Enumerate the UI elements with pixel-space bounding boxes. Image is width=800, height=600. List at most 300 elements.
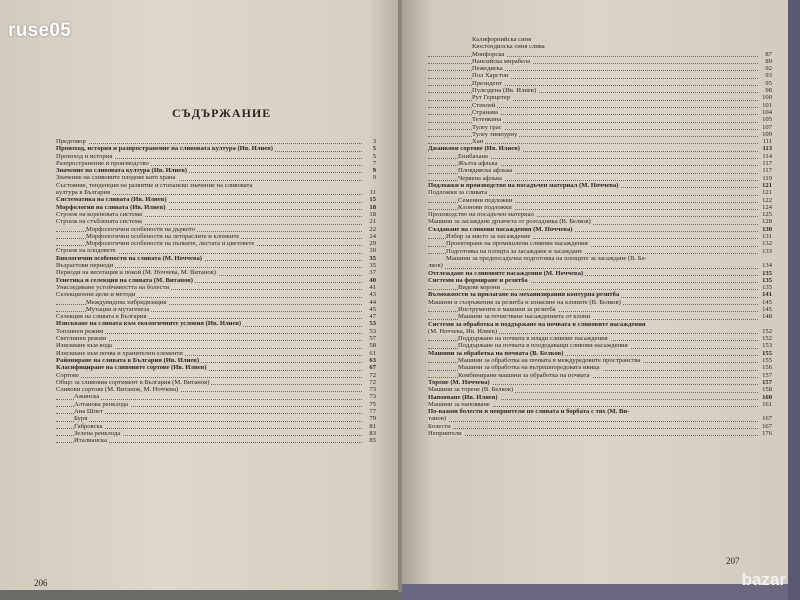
toc-entry-title: Произход, история и разпространение на сливовата култура (Ив. Илиев) [56, 145, 273, 153]
toc-entry-page: 77 [369, 407, 376, 415]
toc-entry [428, 415, 772, 422]
toc-entry-page: 72 [369, 371, 376, 379]
toc-entry-page: 111 [762, 138, 772, 146]
toc-entry [428, 204, 772, 211]
toc-entry-title: Сортове [56, 371, 79, 379]
toc-entry-page: 9 [372, 174, 376, 182]
toc-entry-page: 5 [372, 145, 376, 153]
toc-entry-title: Пловдивска афлька [458, 167, 513, 175]
toc-entry-page: 73 [369, 386, 376, 394]
toc-entry-title: Морфология на сливата (Ив. Илиев) [56, 203, 166, 211]
toc-entry-page: 119 [762, 174, 772, 182]
toc-entry-page: 44 [369, 298, 376, 306]
toc-leader-dots [428, 268, 758, 269]
toc-entry [428, 357, 772, 364]
toc-entry-title: Зелена ренклода [74, 429, 121, 437]
toc-entry-title: Произход и история [56, 152, 113, 160]
toc-entry [428, 80, 772, 87]
toc-entry-title: Рут Герщетер [472, 94, 511, 102]
toc-entry [56, 430, 376, 437]
toc-entry [56, 160, 376, 167]
toc-entry-page: 15 [369, 196, 376, 204]
toc-entry-page: 122 [762, 196, 772, 204]
toc-entry [428, 65, 772, 72]
toc-entry [428, 342, 772, 349]
toc-entry-page: 145 [762, 305, 772, 313]
toc-leader-dots [56, 421, 362, 422]
toc-entry [56, 364, 376, 371]
toc-entry-page: 109 [762, 130, 772, 138]
toc-entry [56, 269, 376, 276]
toc-entry [56, 247, 376, 254]
toc-entry-page: 125 [762, 211, 772, 219]
toc-entry-title: Производство на посадъчен материал [428, 211, 534, 219]
toc-entry-title: Семенни подложки [458, 196, 513, 204]
toc-entry-page: 93 [765, 72, 772, 80]
toc-entry-page: 87 [765, 50, 772, 58]
toc-entry [428, 328, 772, 335]
toc-entry-page: 18 [369, 203, 376, 211]
toc-entry [428, 182, 772, 189]
toc-entry-title: Разпространение и производство [56, 159, 149, 167]
toc-entry [428, 372, 772, 379]
toc-entry [428, 116, 772, 123]
toc-entry-title: Италианска [74, 437, 107, 445]
toc-entry-title: Генетика и селекция на сливата (М. Витанов) [56, 276, 193, 284]
toc-entry [428, 226, 772, 233]
toc-entry-page: 95 [765, 79, 772, 87]
toc-entry-title: Калифорнийска синя [472, 36, 532, 43]
toc-entry-title: Машини и съоръжения за резитба и изнасяне на клоните (В. Белков) [428, 298, 621, 306]
toc-entry-page: 53 [369, 320, 376, 328]
toc-entry-title: танов) [428, 415, 447, 423]
book-cover-edge [788, 0, 800, 600]
toc-entry-title: Отглеждане на сливовите насаждения (М. Ноччева) [428, 269, 584, 277]
toc-entry-title: Предговор [56, 138, 86, 145]
toc-entry [428, 43, 772, 50]
toc-entry-title: Подготовка на площта за засаждане и засаждане [446, 247, 583, 255]
toc-entry [56, 393, 376, 400]
toc-entry [56, 342, 376, 349]
toc-list-left [56, 138, 376, 444]
toc-entry-page: 89 [765, 57, 772, 65]
toc-entry-page: 141 [762, 291, 772, 299]
toc-entry [56, 415, 376, 422]
toc-entry [56, 174, 376, 181]
toc-entry-page: 117 [762, 160, 772, 168]
toc-entry-page: 161 [762, 400, 772, 408]
toc-entry-page: 79 [369, 415, 376, 423]
toc-entry-page: 29 [369, 240, 376, 248]
toc-entry-title: Машини за обработка на почвата (В. Белков) [428, 349, 564, 357]
toc-entry-title: Габровска [74, 422, 103, 430]
toc-entry-title: Машини за обработка на вътрешноредовата ивица [458, 364, 600, 372]
toc-entry-page: 37 [369, 269, 376, 277]
toc-entry [428, 175, 772, 182]
toc-entry [428, 160, 772, 167]
toc-entry-title: Райониране на сливата в България (Ив. Илиев) [56, 356, 200, 364]
toc-entry-page: 22 [369, 225, 376, 233]
toc-entry-page: 61 [369, 349, 376, 357]
toc-entry-title: Селекционни цели и методи [56, 291, 136, 299]
toc-entry [428, 299, 772, 306]
toc-entry-title: Морфологични особености на летораслите и клонките [86, 232, 240, 240]
toc-entry-title: Буря [74, 415, 88, 423]
toc-entry-title: Видове корони [458, 284, 501, 292]
toc-entry [428, 335, 772, 342]
toc-entry-page: 3 [372, 138, 376, 145]
toc-entry [428, 240, 772, 247]
toc-entry-title: По-важни болести и неприятели по сливата и борбата с тях (М. Ви- [428, 408, 630, 416]
toc-entry [56, 262, 376, 269]
toc-entry-title: Възрастови периоди [56, 262, 114, 270]
toc-entry [428, 211, 772, 218]
toc-entry [56, 233, 376, 240]
toc-entry-title: Изискване на сливата към екологичните условия (Ив. Илиев) [56, 320, 242, 328]
toc-entry [56, 255, 376, 262]
toc-entry [428, 87, 772, 94]
left-page-number: 206 [34, 578, 48, 588]
toc-entry-page: 41 [369, 283, 376, 291]
toc-entry [428, 72, 772, 79]
toc-entry-page: 85 [369, 437, 376, 445]
toc-entry-page: 30 [369, 247, 376, 255]
toc-entry-title: Проектиране на промишлени сливови насаждения [446, 240, 588, 248]
toc-entry-page: 100 [762, 94, 772, 102]
toc-entry-title: (М. Ноччева, Ив. Илиев) [428, 327, 498, 335]
toc-entry [56, 167, 376, 174]
toc-entry-title: Класифициране на сливовите сортове (Ив. Илиев) [56, 364, 207, 372]
toc-entry [56, 196, 376, 203]
toc-entry [428, 284, 772, 291]
toc-entry [428, 233, 772, 240]
toc-entry-page: 121 [762, 189, 772, 197]
toc-entry-title: Напояване (Ив. Илиев) [428, 393, 498, 401]
book-cover-bottom [402, 584, 788, 600]
bazar-logo: bazar [741, 570, 786, 589]
toc-leader-dots [428, 421, 758, 422]
toc-entry-title: Изискване към вода [56, 342, 112, 350]
toc-entry-page: 133 [762, 247, 772, 255]
toc-entry-title: Сливови сортове (М. Витанов, М. Ноччева) [56, 386, 179, 394]
toc-entry-title: Топлинен режим [56, 327, 104, 335]
toc-entry [428, 51, 772, 58]
toc-entry-title: Мутации и мутагенеза [86, 305, 150, 313]
toc-entry-page: 18 [369, 210, 376, 218]
toc-entry-page: 53 [369, 327, 376, 335]
toc-entry [428, 138, 772, 145]
toc-entry-page: 157 [762, 371, 772, 379]
toc-entry [56, 437, 376, 444]
toc-entry-title: Странава [472, 108, 498, 116]
toc-entry [428, 313, 772, 320]
toc-entry-page: 83 [369, 429, 376, 437]
toc-entry-page: 67 [369, 364, 376, 372]
toc-entry [56, 153, 376, 160]
toc-entry-page: 145 [762, 298, 772, 306]
toc-list-right [428, 36, 772, 437]
toc-entry [56, 299, 376, 306]
toc-entry-title: Избор за място за насаждение [446, 233, 531, 241]
toc-entry-page: 63 [369, 356, 376, 364]
toc-entry-title: Червена афлька [458, 174, 502, 182]
toc-entry-title: Машини за напояване [428, 400, 490, 408]
toc-entry [428, 124, 772, 131]
toc-entry-page: 114 [762, 152, 772, 160]
toc-entry [428, 430, 772, 437]
toc-entry-title: Светлинен режим [56, 335, 107, 343]
toc-entry-page: 153 [762, 342, 772, 350]
toc-entry [428, 36, 772, 43]
toc-entry-title: Стенлей [472, 101, 496, 109]
toc-entry-title: Междувидова хибридизация [86, 298, 167, 306]
toc-entry-page: 134 [762, 262, 772, 270]
toc-entry-title: Джанкови сортове (Ив. Илиев) [428, 145, 520, 153]
toc-entry-title: Изискване към почва и хранителни елементи [56, 349, 183, 357]
toc-entry-title: Монфорска [472, 50, 505, 58]
toc-entry-page: 9 [372, 167, 376, 175]
toc-entry-title: лков) [428, 262, 443, 270]
toc-entry [428, 386, 772, 393]
toc-entry-title: Селекция на сливата в България [56, 313, 147, 321]
toc-entry-page: 5 [372, 152, 376, 160]
toc-entry [428, 423, 772, 430]
toc-entry-page: 43 [369, 291, 376, 299]
toc-entry [56, 145, 376, 152]
toc-leader-dots [428, 435, 758, 436]
toc-entry-title: Машини за засаждане дръвчета от розсадника (В. Белков) [428, 218, 591, 226]
toc-entry [428, 248, 772, 255]
toc-entry [56, 401, 376, 408]
toc-entry [428, 306, 772, 313]
toc-entry-page: 167 [762, 422, 772, 430]
toc-entry-page: 57 [369, 335, 376, 343]
toc-entry [56, 211, 376, 218]
toc-entry-page: 117 [762, 167, 772, 175]
toc-entry-title: Значение на сливовите плодове като храна [56, 174, 176, 182]
toc-entry-title: Кюстендилска синя слива [472, 43, 545, 51]
toc-entry-title: Машини за предпосадъчна подготовка на площите за засаждане (В. Бе- [446, 254, 647, 262]
toc-entry-page: 21 [369, 218, 376, 226]
toc-entry [428, 197, 772, 204]
toc-entry-page: 40 [369, 276, 376, 284]
toc-entry-title: Тулеу тимпурну [472, 130, 518, 138]
toc-entry-page: 128 [762, 218, 772, 226]
toc-entry [428, 131, 772, 138]
toc-entry-title: Торене (М. Ноччева) [428, 378, 490, 386]
toc-entry-title: Унаследяване устойчивостта на болести [56, 283, 169, 291]
toc-entry-page: 47 [369, 313, 376, 321]
toc-entry-page: 73 [369, 393, 376, 401]
toc-entry-title: Клонови подложки [458, 203, 512, 211]
toc-entry-title: Системи за обработка и поддържане на почвата в сливовите насаждения [428, 320, 646, 328]
toc-entry-title: Алтанова ренклода [74, 400, 129, 408]
toc-leader-dots [56, 399, 362, 400]
toc-entry [428, 58, 772, 65]
toc-entry-title: Пежедиска [472, 65, 503, 73]
toc-entry-title: Строеж на плодовете [56, 247, 116, 255]
toc-entry-title: Инструменти и машини за резитба [458, 305, 556, 313]
toc-entry-title: Състояние, тенденции на развитие и стопанско значение на сливовата [56, 181, 253, 189]
toc-entry-page: 135 [762, 269, 772, 277]
toc-entry-page: 98 [765, 87, 772, 95]
toc-entry [428, 394, 772, 401]
toc-leader-dots [428, 428, 758, 429]
left-page [0, 0, 400, 590]
toc-entry [428, 270, 772, 277]
toc-entry-title: Общо за сливовия сортимент в България (М. Витанов) [56, 378, 210, 386]
toc-entry-title: Пулездена (Ив. Илиев) [472, 87, 537, 95]
toc-entry-page: 107 [762, 123, 772, 131]
toc-entry-page: 155 [762, 357, 772, 365]
toc-entry-page: 132 [762, 240, 772, 248]
toc-entry-title: Жълта афлька [458, 160, 498, 168]
toc-entry [428, 153, 772, 160]
toc-entry-page: 75 [369, 400, 376, 408]
toc-entry [56, 182, 376, 189]
toc-leader-dots [56, 377, 362, 378]
toc-entry-page: 92 [765, 65, 772, 73]
toc-title: СЪДЪРЖАНИЕ [172, 106, 272, 120]
toc-entry [428, 321, 772, 328]
toc-entry-title: Болести [428, 422, 451, 430]
toc-entry-title: Биологични особености на сливата (М. Ноччева) [56, 254, 202, 262]
toc-entry [56, 218, 376, 225]
toc-entry-title: Морфологични особености на дървото [86, 225, 196, 233]
toc-entry-page: 135 [762, 284, 772, 292]
toc-entry [428, 109, 772, 116]
toc-entry-page: 176 [762, 430, 772, 438]
toc-entry-title: Тулеу грас [472, 123, 502, 131]
toc-entry [428, 291, 772, 298]
toc-entry-title: Строеж на кореновата система [56, 210, 142, 218]
toc-entry-title: Подложки и производство на посадъчен материал (М. Ноччева) [428, 181, 619, 189]
toc-entry [428, 364, 772, 371]
toc-entry [428, 379, 772, 386]
toc-entry-title: Енибахана [458, 152, 488, 160]
toc-entry-title: Нансийска мирабела [472, 57, 531, 65]
toc-entry [56, 357, 376, 364]
toc-entry-title: Значение на сливовата култура (Ив. Илиев) [56, 167, 187, 175]
toc-entry [56, 328, 376, 335]
toc-entry [56, 306, 376, 313]
toc-entry-page: 35 [369, 254, 376, 262]
toc-entry [428, 255, 772, 262]
toc-entry-page: 35 [369, 262, 376, 270]
toc-entry-title: Хан [472, 138, 484, 146]
toc-entry [56, 291, 376, 298]
toc-entry [56, 372, 376, 379]
toc-entry [56, 379, 376, 386]
toc-entry [56, 204, 376, 211]
toc-entry [428, 189, 772, 196]
watermark-text: ruse05 [8, 20, 72, 41]
toc-entry-page: 155 [762, 349, 772, 357]
toc-entry-page: 45 [369, 305, 376, 313]
toc-entry-title: Президент [472, 79, 502, 87]
toc-entry [56, 138, 376, 145]
toc-entry [428, 145, 772, 152]
toc-entry-page: 152 [762, 335, 772, 343]
toc-entry-page: 58 [369, 342, 376, 350]
toc-entry-title: Подложки за сливата [428, 189, 488, 197]
toc-entry-page: 105 [762, 116, 772, 124]
toc-entry-title: Поддържане на почвата в млади сливови насаждения [458, 335, 608, 343]
toc-entry [428, 408, 772, 415]
toc-entry-page: 148 [762, 313, 772, 321]
toc-entry [56, 313, 376, 320]
toc-entry-title: Периоди на вегетация и покой (М. Ноччева, М. Витанов) [56, 269, 216, 277]
toc-entry [56, 189, 376, 196]
toc-entry [56, 226, 376, 233]
toc-entry [56, 423, 376, 430]
toc-entry [428, 350, 772, 357]
toc-entry-title: Възможности за прилагане на механизирания контурна резитба [428, 291, 620, 299]
toc-entry-page: 156 [762, 364, 772, 372]
toc-entry-page: 131 [762, 233, 772, 241]
toc-entry [428, 102, 772, 109]
toc-entry [56, 386, 376, 393]
toc-entry-page: 157 [762, 378, 772, 386]
toc-entry-title: Машини за почистване насажденията от клони [458, 313, 591, 321]
toc-entry-title: култура в България [56, 189, 111, 197]
toc-entry-page: 167 [762, 415, 772, 423]
right-page-number: 207 [726, 556, 740, 566]
toc-entry-title: Тетенкина [472, 116, 502, 124]
toc-entry-page: 124 [762, 203, 772, 211]
toc-entry [56, 350, 376, 357]
toc-entry-page: 72 [369, 378, 376, 386]
toc-entry [56, 408, 376, 415]
toc-entry [428, 218, 772, 225]
toc-entry-title: Пол Харстон [472, 72, 509, 80]
toc-entry-title: Машини за обработка на почвата в междуредовите пространства [458, 357, 641, 365]
toc-entry-page: 160 [762, 393, 772, 401]
toc-entry-title: Ажинска [74, 393, 100, 401]
toc-entry-title: Създаване на сливови насаждения (М. Ноччева) [428, 225, 573, 233]
toc-entry [56, 335, 376, 342]
toc-entry-title: Поддържане на почвата в плододаващи сливови насаждения [458, 342, 628, 350]
toc-entry-page: 7 [372, 159, 376, 167]
toc-entry-page: 121 [762, 181, 772, 189]
toc-entry [56, 284, 376, 291]
toc-entry-page: 152 [762, 327, 772, 335]
toc-entry-title: Машини за торене (В. Белков) [428, 386, 514, 394]
toc-entry-page: 104 [762, 108, 772, 116]
toc-entry-page: 81 [369, 422, 376, 430]
toc-entry [56, 277, 376, 284]
toc-entry-page: 113 [762, 145, 772, 153]
toc-entry-page: 158 [762, 386, 772, 394]
toc-entry [428, 94, 772, 101]
toc-entry-title: Систематика на сливата (Ив. Илиев) [56, 196, 167, 204]
toc-entry [56, 320, 376, 327]
toc-entry [428, 277, 772, 284]
toc-entry-page: 135 [762, 276, 772, 284]
toc-entry-page: 101 [762, 101, 772, 109]
toc-entry [56, 240, 376, 247]
toc-entry-title: Морфологични особености на пъпките, листата и цветовете [86, 240, 255, 248]
toc-entry [428, 167, 772, 174]
toc-entry-page: 24 [369, 232, 376, 240]
toc-entry-title: Ана Шпет [74, 407, 103, 415]
toc-entry [428, 262, 772, 269]
toc-entry [428, 401, 772, 408]
toc-entry-title: Комбинирани машини за обработка на почвата [458, 371, 590, 379]
toc-entry-title: Строеж на стъблената система [56, 218, 142, 226]
toc-entry-page: 130 [762, 225, 772, 233]
toc-entry-title: Неприятели [428, 430, 462, 438]
